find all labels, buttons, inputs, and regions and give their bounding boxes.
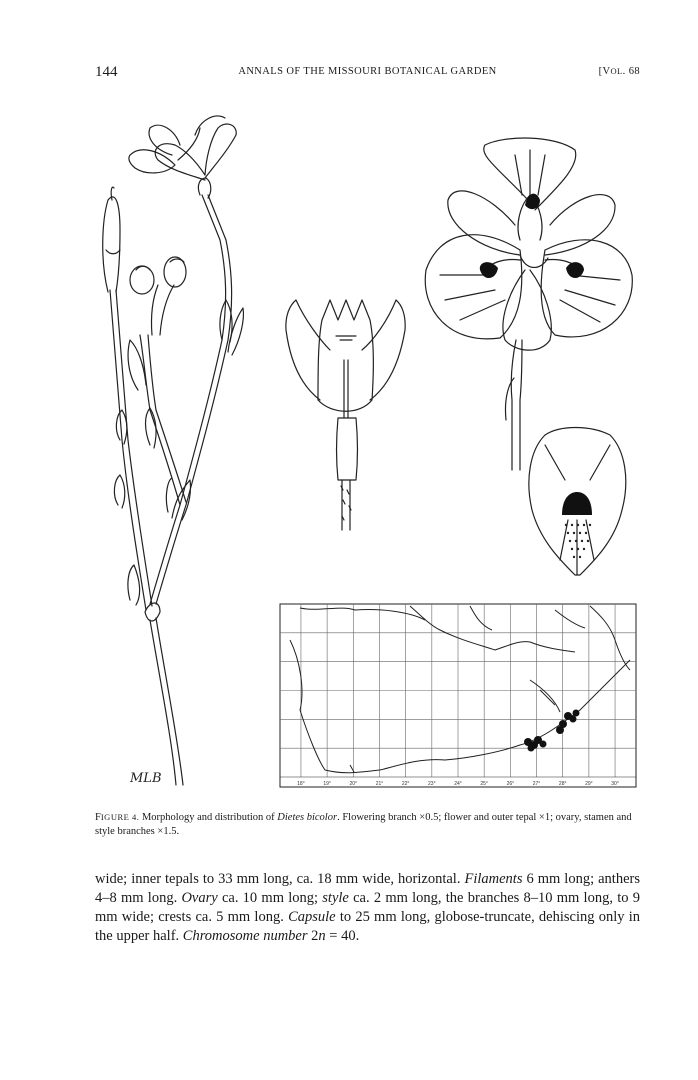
map-longitude-label: 25°	[480, 781, 488, 787]
map-longitude-label: 29°	[585, 781, 593, 787]
ovary-stamen-style-drawing	[286, 300, 405, 530]
flower-drawing	[425, 138, 632, 470]
map-longitude-label: 18°	[297, 781, 305, 787]
volume-label: [VOL. 68	[598, 66, 640, 77]
species-name: Dietes bicolor	[277, 812, 338, 823]
page-number: 144	[95, 64, 118, 80]
map-longitude-label: 21°	[375, 781, 384, 787]
nectar-guide-marks	[480, 194, 592, 515]
map-longitude-label: 24°	[454, 781, 462, 787]
map-longitude-label: 28°	[558, 781, 567, 787]
body-text: wide; inner tepals to 33 mm long, ca. 18 mm wide, horizontal. Filaments 6 mm long; anthers 4–8 mm long. Ovary ca. 10 mm long; style ca. 2 mm long, the branches 8–10 mm long, to 9 mm wide; crests ca. 5 mm long. Capsule to 25 mm long, globose-truncate, dehiscing only in the upper half. Chromosome number 2n = 40.	[95, 871, 640, 944]
map-longitude-label: 26°	[506, 781, 515, 787]
map-longitude-label: 19°	[323, 781, 331, 787]
map-longitude-label: 22°	[401, 781, 410, 787]
distribution-map	[280, 604, 636, 787]
map-longitude-label: 23°	[428, 781, 436, 787]
flowering-branch-drawing	[103, 116, 244, 785]
journal-title: ANNALS OF THE MISSOURI BOTANICAL GARDEN	[238, 66, 497, 77]
illustrator-signature: MLB	[130, 771, 162, 786]
map-longitude-label: 20°	[349, 781, 358, 787]
figure-caption: FIGURE 4. Morphology and distribution of Dietes bicolor. Flowering branch ×0.5; flower and outer tepal ×1; ovary, stamen and style branches ×1.5.	[95, 812, 632, 837]
map-longitude-label: 27°	[532, 781, 541, 787]
map-longitude-label: 30°	[611, 781, 619, 787]
